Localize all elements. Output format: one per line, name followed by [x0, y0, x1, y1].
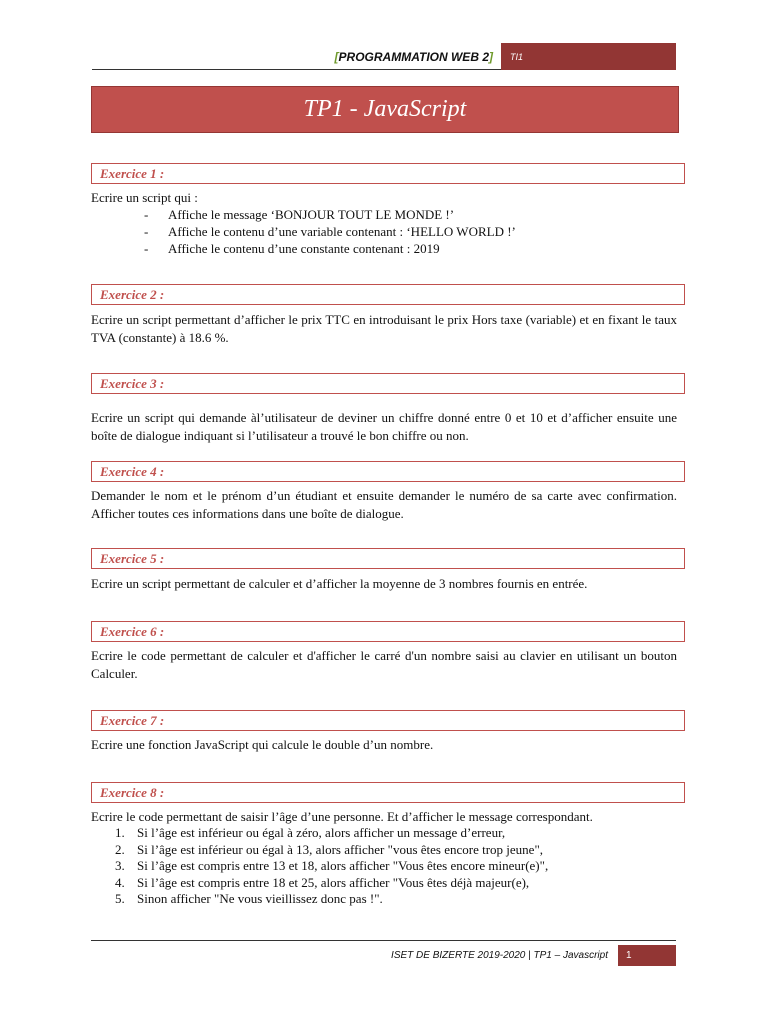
- exercise-7-heading: Exercice 7 :: [91, 710, 685, 731]
- exercise-8-heading: Exercice 8 :: [91, 782, 685, 803]
- exercise-5-heading: Exercice 5 :: [91, 548, 685, 569]
- exercise-4-text: Demander le nom et le prénom d’un étudiant et ensuite demander le numéro de sa carte avec confirmation. Afficher toutes ces informations dans une boîte de dialogue.: [91, 488, 677, 521]
- page-number: 1: [618, 945, 676, 966]
- list-item: [110, 842, 680, 859]
- list-item: - Affiche le contenu d’une variable contenant : ‘HELLO WORLD !’: [144, 223, 516, 240]
- page-title: TP1 - JavaScript: [91, 86, 679, 133]
- exercise-6-text: Ecrire le code permettant de calculer et d'afficher le carré d'un nombre saisi au clavier en utilisant un bouton Calculer.: [91, 648, 677, 681]
- list-item: [110, 858, 680, 875]
- list-number: 3.: [115, 858, 125, 873]
- exercise-8-intro: Ecrire le code permettant de saisir l’âge d’une personne. Et d’afficher le message correspondant.: [91, 809, 593, 824]
- bracket-close: ]: [489, 50, 493, 64]
- footer-label: ISET DE BIZERTE 2019-2020 | TP1 – Javascript: [391, 950, 608, 961]
- list-text: Si l’âge est inférieur ou égal à zéro, alors afficher un message d’erreur,: [137, 825, 506, 840]
- exercise-3-text: Ecrire un script qui demande àl’utilisateur de deviner un chiffre donné entre 0 et 10 et d’afficher ensuite une boîte de dialogue indiquant si l’utilisateur a trouvé le bon chiffre ou non.: [91, 410, 677, 443]
- list-item: - Affiche le message ‘BONJOUR TOUT LE MONDE !’: [144, 206, 516, 223]
- exercise-1-intro: Ecrire un script qui :: [91, 190, 198, 205]
- list-number: 4.: [115, 874, 125, 890]
- exercise-2-text: Ecrire un script permettant d’afficher le prix TTC en introduisant le prix Hors taxe (variable) et en fixant le taux TVA (constante) à 18.6 %.: [91, 312, 677, 345]
- list-number: 5.: [115, 891, 125, 906]
- list-item: [110, 825, 680, 842]
- running-header-course: [92, 43, 501, 70]
- course-title: PROGRAMMATION WEB 2: [338, 50, 489, 64]
- list-item: - Affiche le contenu d’une constante contenant : 2019: [144, 240, 516, 257]
- list-text: Sinon afficher "Ne vous vieillissez donc pas !".: [137, 891, 383, 906]
- list-item: [110, 875, 680, 892]
- class-tag: TI1: [501, 43, 676, 70]
- exercise-5-text: Ecrire un script permettant de calculer et d’afficher la moyenne de 3 nombres fournis en entrée.: [91, 576, 588, 591]
- list-text: Si l’âge est compris entre 13 et 18, alors afficher "Vous êtes encore mineur(e)",: [137, 858, 549, 873]
- exercise-7-text: Ecrire une fonction JavaScript qui calcule le double d’un nombre.: [91, 737, 434, 752]
- exercise-4-heading: Exercice 4 :: [91, 461, 685, 482]
- list-text: Si l’âge est compris entre 18 et 25, alors afficher "Vous êtes déjà majeur(e),: [137, 874, 530, 890]
- bracket-open: [: [334, 50, 339, 64]
- exercise-1-list: [144, 206, 516, 257]
- list-text: Si l’âge est inférieur ou égal à 13, alors afficher "vous êtes encore trop jeune",: [137, 841, 543, 857]
- list-number: 2.: [115, 841, 125, 857]
- exercise-2-heading: Exercice 2 :: [91, 284, 685, 305]
- exercise-6-heading: Exercice 6 :: [91, 621, 685, 642]
- exercise-8-list: [110, 825, 680, 908]
- list-item: [110, 891, 680, 908]
- list-number: 1.: [115, 825, 125, 840]
- exercise-3-heading: Exercice 3 :: [91, 373, 685, 394]
- exercise-1-heading: Exercice 1 :: [91, 163, 685, 184]
- footer-divider: [91, 940, 676, 941]
